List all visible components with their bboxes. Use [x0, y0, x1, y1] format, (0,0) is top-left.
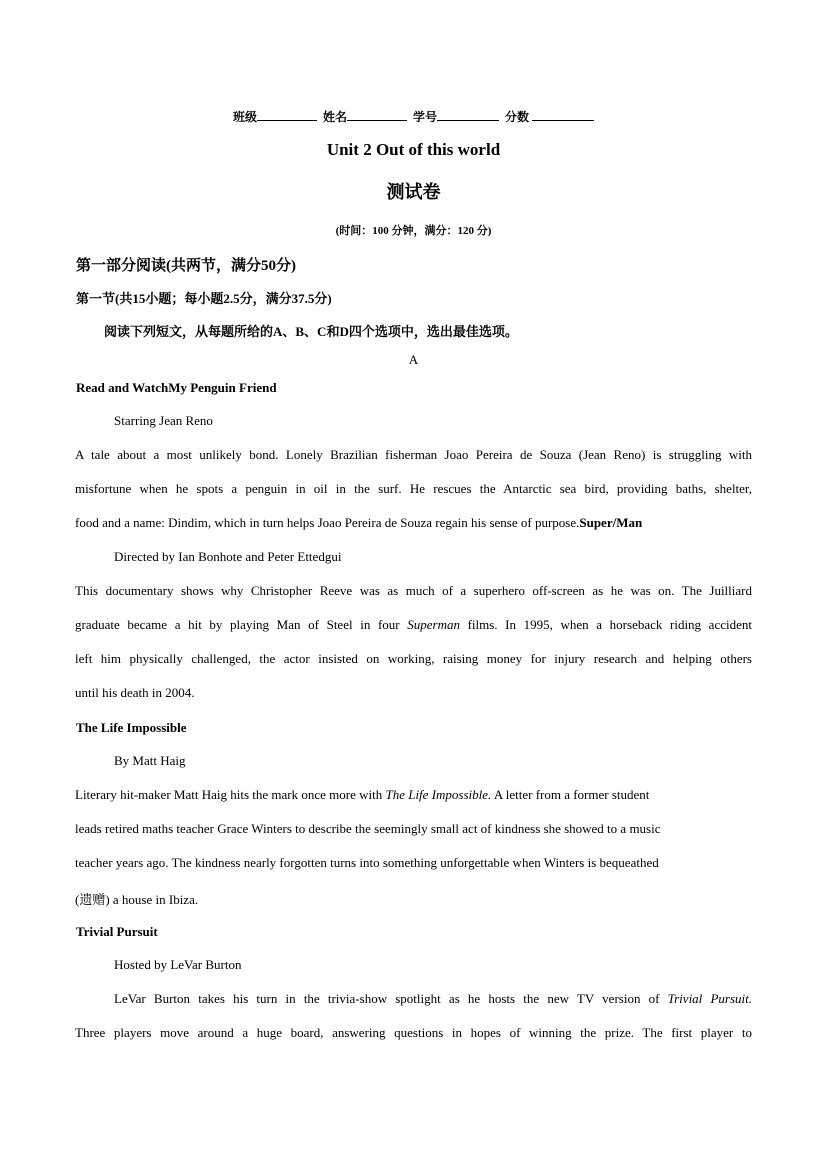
body-text: Literary hit-maker Matt Haig hits the mark once more with — [75, 787, 386, 802]
item-credit-penguin: Starring Jean Reno — [114, 413, 213, 428]
page-title: Unit 2 Out of this world — [326, 140, 501, 159]
id-blank — [437, 109, 499, 121]
class-label: 班级 — [232, 110, 257, 124]
body-line: left him physically challenged, the actor insisted on working, raising money for injury research and helping others — [75, 651, 752, 666]
body-line: leads retired maths teacher Grace Winters to describe the seemingly small act of kindness she showed to a music — [75, 821, 661, 836]
body-line: (遗赠) a house in Ibiza. — [75, 892, 199, 907]
body-line: until his death in 2004. — [75, 685, 195, 700]
name-label: 姓名 — [322, 110, 347, 124]
student-info-line — [0, 108, 827, 125]
body-text: films. In 1995, when a horseback riding accident — [459, 617, 752, 632]
section-title: 第一节(共15小题；每小题2.5分，满分37.5分) — [76, 291, 332, 306]
body-text: LeVar Burton takes his turn in the trivia-show spotlight as he hosts the new TV version of — [114, 991, 668, 1006]
book-title: The Life Impossible. — [385, 787, 492, 802]
show-title: Trivial Pursuit. — [667, 991, 752, 1006]
body-line: Three players move around a huge board, answering questions in hopes of winning the prize. The first player to — [75, 1025, 752, 1040]
item-credit-trivial: Hosted by LeVar Burton — [114, 957, 242, 972]
score-label: 分数 — [505, 110, 530, 124]
name-blank — [347, 109, 407, 121]
body-line — [75, 787, 735, 803]
item-credit-life: By Matt Haig — [114, 753, 186, 768]
body-text: graduate became a hit by playing Man of Steel in four — [75, 617, 408, 632]
class-blank — [257, 109, 317, 121]
body-line: misfortune when he spots a penguin in oil in the surf. He rescues the Antarctic sea bird, providing baths, shelter, — [75, 481, 752, 496]
body-text: A letter from a former student — [491, 787, 650, 802]
score-blank — [532, 109, 594, 121]
item-heading-penguin: Read and WatchMy Penguin Friend — [76, 380, 277, 395]
page-subtitle: 测试卷 — [386, 182, 441, 202]
id-label: 学号 — [413, 110, 438, 124]
body-line: teacher years ago. The kindness nearly forgotten turns into something unforgettable when Winters is bequeathed — [75, 855, 659, 870]
item-heading-life: The Life Impossible — [76, 720, 187, 735]
film-title: Superman — [407, 617, 460, 632]
item-heading-superman: Super/Man — [579, 515, 643, 530]
item-credit-superman: Directed by Ian Bonhote and Peter Ettedgui — [114, 549, 342, 564]
passage-label: A — [408, 352, 419, 367]
part-title: 第一部分阅读(共两节，满分50分) — [76, 258, 296, 274]
instructions: 阅读下列短文，从每题所给的A、B、C和D四个选项中，选出最佳选项。 — [104, 324, 518, 339]
body-line-with-heading — [75, 515, 752, 531]
body-line — [75, 617, 752, 633]
item-heading-trivial: Trivial Pursuit — [76, 924, 158, 939]
body-line — [114, 991, 752, 1007]
body-text: food and a name: Dindim, which in turn helps Joao Pereira de Souza regain his sense of purpose. — [75, 515, 580, 530]
time-note: (时间：100 分钟，满分：120 分) — [335, 225, 492, 237]
body-line: A tale about a most unlikely bond. Lonely Brazilian fisherman Joao Pereira de Souza (Jean Reno) is struggling with — [75, 447, 752, 462]
body-line: This documentary shows why Christopher Reeve was as much of a superhero off-screen as he was on. The Juilliard — [75, 583, 752, 598]
